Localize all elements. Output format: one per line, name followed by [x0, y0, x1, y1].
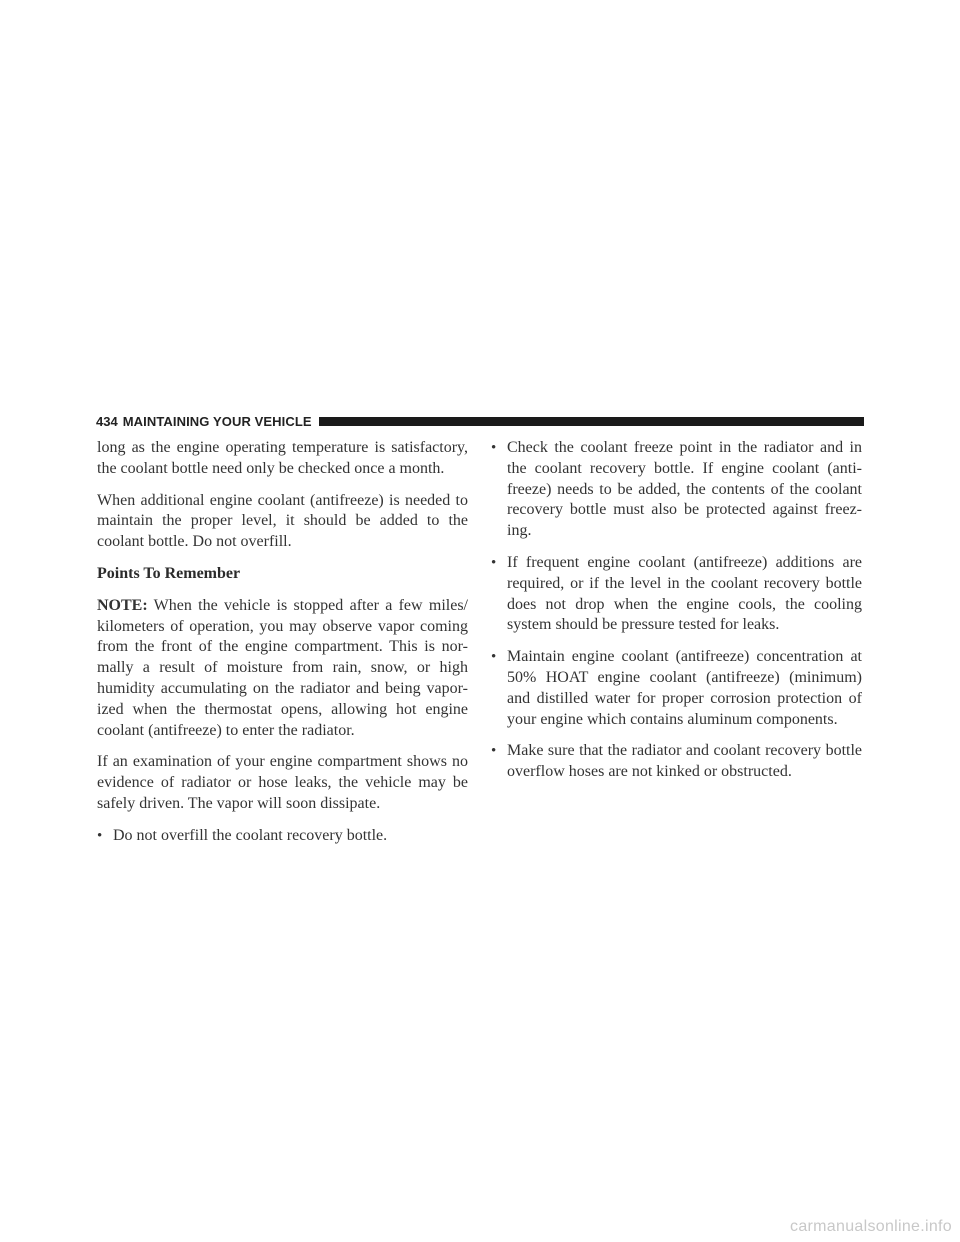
paragraph-additional-coolant: When additional engine coolant (antifreeze) is needed to maintain the proper level, it should be added to the coolant bottle. Do not overfill.: [97, 491, 468, 551]
right-column: [491, 438, 862, 794]
bullet-icon: •: [491, 554, 497, 571]
list-item: [491, 741, 862, 783]
list-item-text: Do not overfill the coolant recovery bottle.: [113, 826, 388, 844]
page-number: 434: [96, 413, 118, 429]
paragraph-continued: long as the engine operating temperature is satisfactory, the coolant bottle need only be checked once a month.: [97, 439, 468, 477]
page-header: [96, 412, 864, 430]
bullet-icon: •: [491, 440, 497, 456]
list-item-text: Make sure that the radiator and coolant recovery bottle overflow hoses are not kinked or obstructed.: [507, 742, 862, 781]
bullet-icon: •: [491, 743, 497, 760]
list-item-text: Check the coolant freeze point in the radiator and in the coolant recovery bottle. If engine coolant (anti- freeze) needs to be added, the contents of the coolant recovery bottle must also be protected against freez- ing.: [507, 439, 862, 540]
bullet-icon: •: [97, 827, 103, 844]
bullet-icon: •: [491, 649, 497, 666]
section-title: MAINTAINING YOUR VEHICLE: [122, 413, 312, 429]
paragraph-examination: If an examination of your engine compartment shows no evidence of radiator or hose leaks, the vehicle may be safely driven. The vapor will soon dissipate.: [97, 753, 468, 812]
left-column: [97, 438, 468, 858]
list-item-text: If frequent engine coolant (antifreeze) additions are required, or if the level in the coolant recovery bottle does not drop when the engine cools, the cooling system should be pressure tested for leaks.: [507, 553, 862, 634]
list-item: [491, 647, 862, 730]
note-text: When the vehicle is stopped after a few miles/ kilometers of operation, you may observe vapor coming from the front of the engine compartment. This is nor- mally a result of moisture from rain, snow, or high humidity accumulating on the radiator and being vapor- ized when the thermostat opens, allowing hot engine coolant (antifreeze) to enter the radiator.: [97, 596, 468, 739]
list-item: [491, 438, 862, 542]
list-item: [491, 553, 862, 636]
note-paragraph: [97, 596, 468, 742]
list-item-text: Maintain engine coolant (antifreeze) concentration at 50% HOAT engine coolant (antifreeze) (minimum) and distilled water for proper corrosion protection of your engine which contains aluminum components.: [507, 648, 862, 728]
list-item: [97, 826, 468, 847]
watermark: carmanualsonline.info: [790, 1218, 952, 1235]
section-heading: Points To Remember: [97, 564, 241, 582]
note-label: NOTE:: [97, 596, 148, 614]
header-rule: [319, 417, 864, 426]
